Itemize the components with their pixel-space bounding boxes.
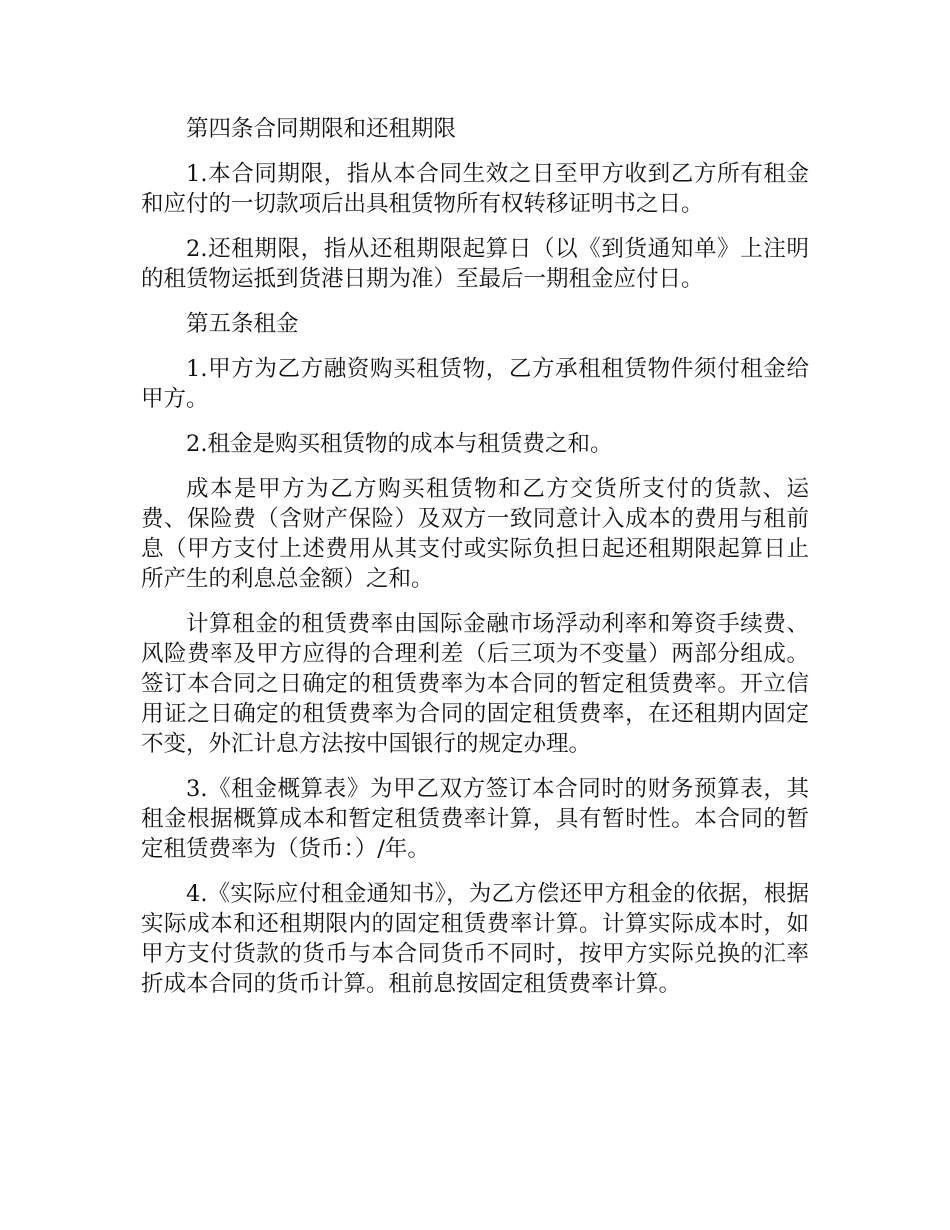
document-body <box>141 114 809 1014</box>
paragraph-rent-composition: 2.租金是购买租赁物的成本与租赁费之和。 <box>186 431 613 457</box>
paragraph-rent-estimate-table: 3.《租金概算表》为甲乙双方签订本合同时的财务预算表，其租金根据概算成本和暂定租赁费率计算，具有暂时性。本合同的暂定租赁费率为（货币：）/年。 <box>141 776 809 862</box>
paragraph-contract-term: 1.本合同期限，指从本合同生效之日至甲方收到乙方所有租金和应付的一切款项后出具租赁物所有权转移证明书之日。 <box>141 161 809 217</box>
paragraph-repayment-term: 2.还租期限，指从还租期限起算日（以《到货通知单》上注明的租赁物运抵到货港日期为准）至最后一期租金应付日。 <box>141 236 809 292</box>
paragraph-actual-rent-notice: 4.《实际应付租金通知书》，为乙方偿还甲方租金的依据，根据实际成本和还租期限内的固定租赁费率计算。计算实际成本时，如甲方支付货款的货币与本合同货币不同时，按甲方实际兑换的汇率折成本合同的货币计算。租前息按固定租赁费率计算。 <box>141 881 809 997</box>
section-heading-article-5: 第五条租金 <box>186 311 299 337</box>
section-heading-article-4: 第四条合同期限和还租期限 <box>186 116 457 142</box>
paragraph-rent-financing: 1.甲方为乙方融资购买租赁物，乙方承租租赁物件须付租金给甲方。 <box>141 356 809 412</box>
paragraph-lease-rate: 计算租金的租赁费率由国际金融市场浮动利率和筹资手续费、风险费率及甲方应得的合理利差（后三项为不变量）两部分组成。签订本合同之日确定的租赁费率为本合同的暂定租赁费率。开立信用证之日确定的租赁费率为合同的固定租赁费率，在还租期内固定不变，外汇计息方法按中国银行的规定办理。 <box>141 611 809 757</box>
paragraph-cost-definition: 成本是甲方为乙方购买租赁物和乙方交货所支付的货款、运费、保险费（含财产保险）及双方一致同意计入成本的费用与租前息（甲方支付上述费用从其支付或实际负担日起还租期限起算日止所产生的利息总金额）之和。 <box>141 476 809 592</box>
